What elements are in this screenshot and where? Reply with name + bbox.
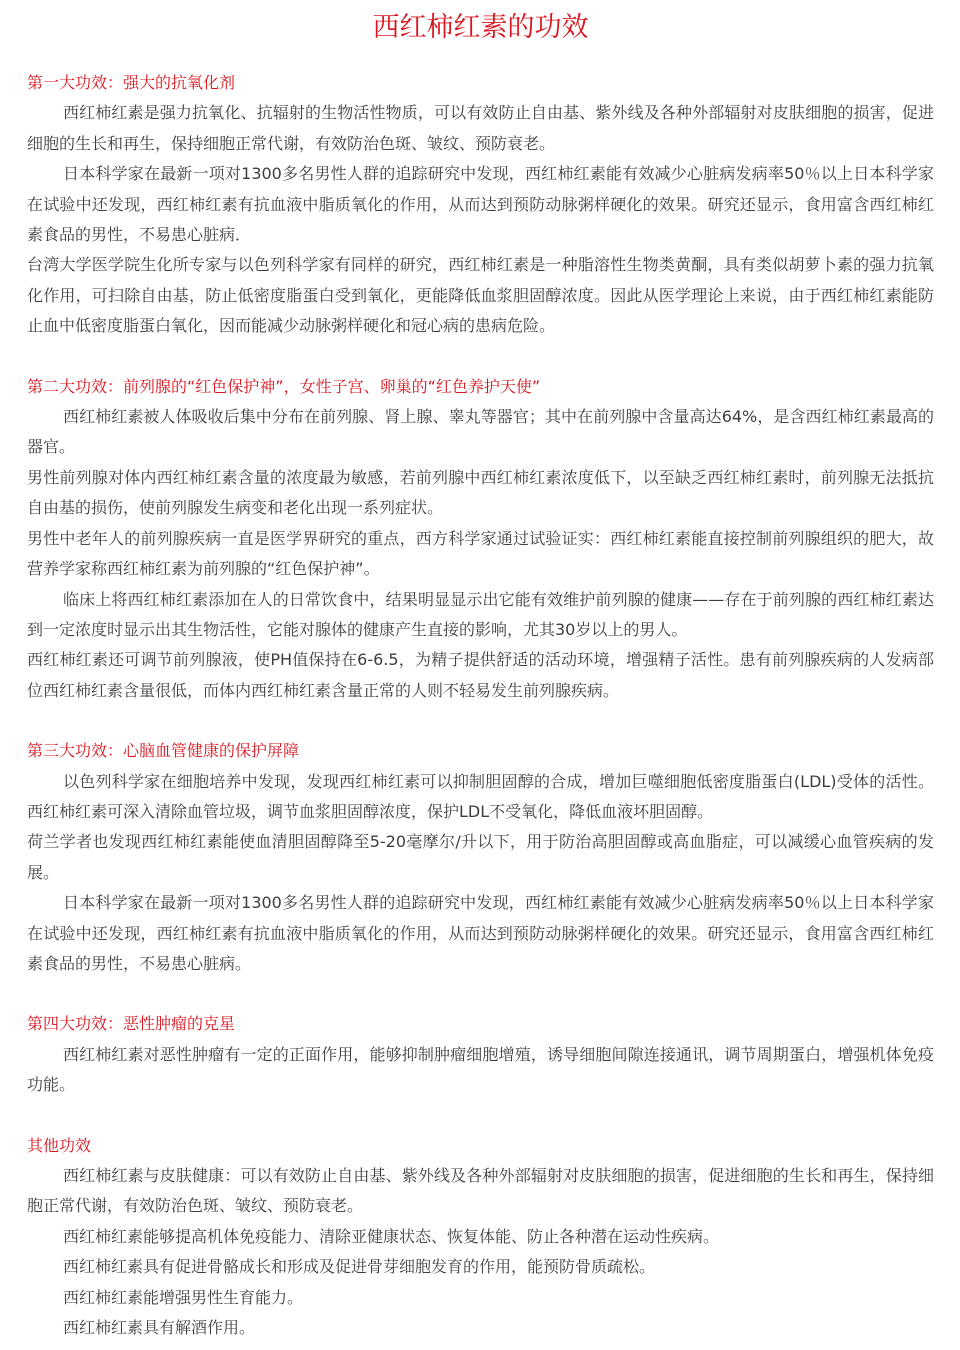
- section-heading: 其他功效: [27, 1135, 92, 1155]
- paragraph: 西红柿红素对恶性肿瘤有一定的正面作用，能够抑制肿瘤细胞增殖，诱导细胞间隙连接通讯，调节周期蛋白，增强机体免疫功能。: [27, 1044, 934, 1095]
- paragraph: 西红柿红素被人体吸收后集中分布在前列腺、肾上腺、睾丸等器官；其中在前列腺中含量高达64%，是含西红柿红素最高的器官。: [27, 407, 934, 457]
- paragraph: 临床上将西红柿红素添加在人的日常饮食中，结果明显显示出它能有效维护前列腺的健康——存在于前列腺的西红柿红素达到一定浓度时显示出其生物活性，它能对腺体的健康产生直接的影响，尤其30岁以上的男人。: [27, 589, 934, 639]
- paragraph: 西红柿红素与皮肤健康：可以有效防止自由基、紫外线及各种外部辐射对皮肤细胞的损害，促进细胞的生长和再生，保持细胞正常代谢，有效防治色斑、皱纹、预防衰老。: [27, 1166, 934, 1216]
- paragraph: 以色列科学家在细胞培养中发现，发现西红柿红素可以抑制胆固醇的合成，增加巨噬细胞低密度脂蛋白(LDL)受体的活性。西红柿红素可深入清除血管垃圾，调节血浆胆固醇浓度，保护LDL不受氧化，降低血液坏胆固醇。: [27, 771, 934, 821]
- section-1: [27, 68, 934, 342]
- section-heading: 第三大功效：心脑血管健康的保护屏障: [27, 741, 300, 761]
- section-4: [27, 1009, 934, 1100]
- sections-container: [27, 68, 934, 1343]
- paragraph: 男性前列腺对体内西红柿红素含量的浓度最为敏感，若前列腺中西红柿红素浓度低下，以至缺乏西红柿红素时，前列腺无法抵抗自由基的损伤，使前列腺发生病变和老化出现一系列症状。: [27, 467, 934, 518]
- paragraph: 西红柿红素具有解酒作用。: [63, 1318, 256, 1338]
- section-heading: 第一大功效：强大的抗氧化剂: [27, 73, 236, 92]
- paragraph: 日本科学家在最新一项对1300多名男性人群的追踪研究中发现，西红柿红素能有效减少心脏病发病率50％以上日本科学家在试验中还发现，西红柿红素有抗血液中脂质氧化的作用，从而达到预防动脉粥样硬化的效果。研究还显示，食用富含西红柿红素食品的男性，不易患心脏病．: [27, 164, 934, 245]
- page-title: 西红柿红素的功效: [372, 12, 589, 43]
- section-3: [27, 736, 934, 979]
- paragraph: 日本科学家在最新一项对1300多名男性人群的追踪研究中发现，西红柿红素能有效减少心脏病发病率50％以上日本科学家在试验中还发现，西红柿红素有抗血液中脂质氧化的作用，从而达到预防动脉粥样硬化的效果。研究还显示，食用富含西红柿红素食品的男性，不易患心脏病。: [27, 893, 934, 973]
- paragraph: 荷兰学者也发现西红柿红素能使血清胆固醇降至5-20毫摩尔/升以下，用于防治高胆固醇或高血脂症，可以减缓心血管疾病的发展。: [27, 832, 934, 882]
- section-2: [27, 372, 934, 706]
- paragraph: 西红柿红素是强力抗氧化、抗辐射的生物活性物质，可以有效防止自由基、紫外线及各种外部辐射对皮肤细胞的损害，促进细胞的生长和再生，保持细胞正常代谢，有效防治色斑、皱纹、预防衰老。: [27, 103, 934, 153]
- paragraph: 西红柿红素具有促进骨骼成长和形成及促进骨芽细胞发育的作用，能预防骨质疏松。: [63, 1257, 656, 1277]
- paragraph: 西红柿红素能增强男性生育能力。: [63, 1287, 304, 1307]
- section-heading: 第二大功效：前列腺的“红色保护神”，女性子宫、卵巢的“红色养护天使”: [27, 376, 541, 396]
- paragraph: 男性中老年人的前列腺疾病一直是医学界研究的重点，西方科学家通过试验证实：西红柿红素能直接控制前列腺组织的肥大，故营养学家称西红柿红素为前列腺的“红色保护神”。: [27, 528, 934, 579]
- section-heading: 第四大功效：恶性肿瘤的克星: [27, 1014, 236, 1034]
- paragraph: 台湾大学医学院生化所专家与以色列科学家有同样的研究，西红柿红素是一种脂溶性生物类黄酮，具有类似胡萝卜素的强力抗氧化作用，可扫除自由基，防止低密度脂蛋白受到氧化，更能降低血浆胆固醇浓度。因此从医学理论上来说，由于西红柿红素能防止血中低密度脂蛋白氧化，因而能减少动脉粥样硬化和冠心病的患病危险。: [27, 255, 934, 336]
- paragraph: 西红柿红素还可调节前列腺液，使PH值保持在6-6.5，为精子提供舒适的活动环境，增强精子活性。患有前列腺疾病的人发病部位西红柿红素含量很低，而体内西红柿红素含量正常的人则不轻易发生前列腺疾病。: [27, 650, 934, 700]
- paragraph: 西红柿红素能够提高机体免疫能力、清除亚健康状态、恢复体能、防止各种潜在运动性疾病。: [63, 1226, 720, 1246]
- section-5: [27, 1131, 934, 1344]
